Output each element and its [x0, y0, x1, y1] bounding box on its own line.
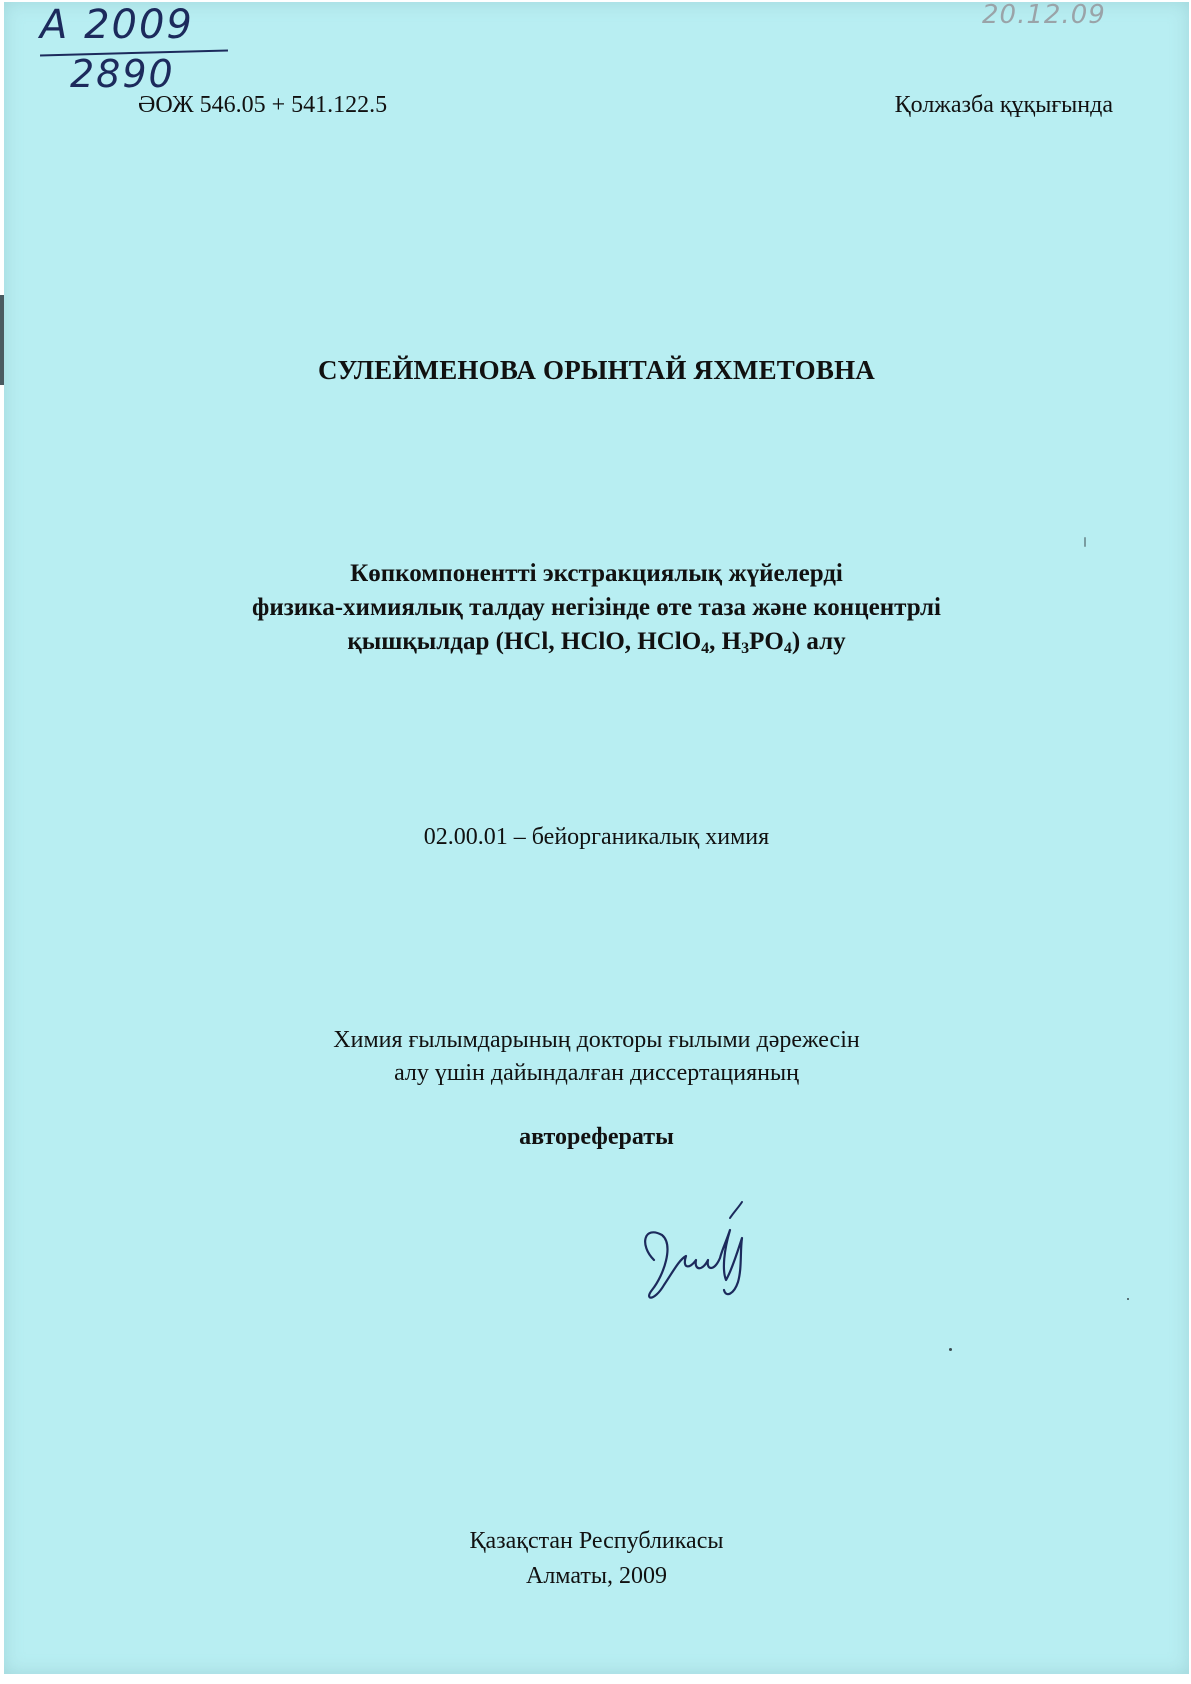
imprint-country: Қазақстан Республикасы — [469, 1528, 724, 1554]
purpose-line-1: Химия ғылымдарының докторы ғылыми дәрежесін — [333, 1027, 860, 1053]
imprint-city-year: Алматы, 2009 — [526, 1563, 667, 1589]
paper-speck — [1084, 537, 1086, 547]
subscript-4: 4 — [701, 640, 710, 657]
dissertation-title — [4, 557, 1189, 659]
binding-edge-mark — [0, 295, 4, 385]
purpose-line-2: алу үшін дайындалған диссертацияның — [394, 1060, 799, 1086]
title-line-3-prefix: қышқылдар (HCl, HClO, HClO — [347, 628, 702, 655]
title-line-3-mid: , H — [709, 628, 742, 655]
title-line-3-suffix: ) алу — [791, 628, 846, 655]
paper-speck — [949, 1348, 952, 1351]
degree-purpose — [4, 1024, 1189, 1090]
signature-mark — [634, 1190, 764, 1320]
handwritten-archive-code: А 2009 — [40, 2, 194, 48]
manuscript-rights-note: Қолжазба құқығында — [894, 92, 1113, 118]
imprint — [4, 1524, 1189, 1594]
specialty-code: 02.00.01 – бейорганикалық химия — [423, 824, 770, 850]
udc-code: ӘОЖ 546.05 + 541.122.5 — [138, 92, 388, 118]
document-type: авторефераты — [519, 1124, 674, 1150]
subscript-3: 3 — [741, 640, 750, 657]
handwritten-date: 20.12.09 — [982, 0, 1106, 30]
subscript-4: 4 — [783, 640, 792, 657]
paper-speck — [1127, 1298, 1129, 1300]
cover-sheet — [4, 2, 1189, 1674]
title-line-3 — [4, 625, 1189, 659]
handwritten-archive-number: 2890 — [70, 52, 175, 96]
author-name: СУЛЕЙМЕНОВА ОРЫНТАЙ ЯХМЕТОВНА — [318, 355, 875, 385]
title-line-2: физика-химиялық талдау негізінде өте таза және концентрлі — [252, 594, 941, 621]
title-line-1: Көпкомпонентті экстракциялық жүйелерді — [350, 560, 843, 587]
title-line-3-po: PO — [749, 628, 784, 655]
